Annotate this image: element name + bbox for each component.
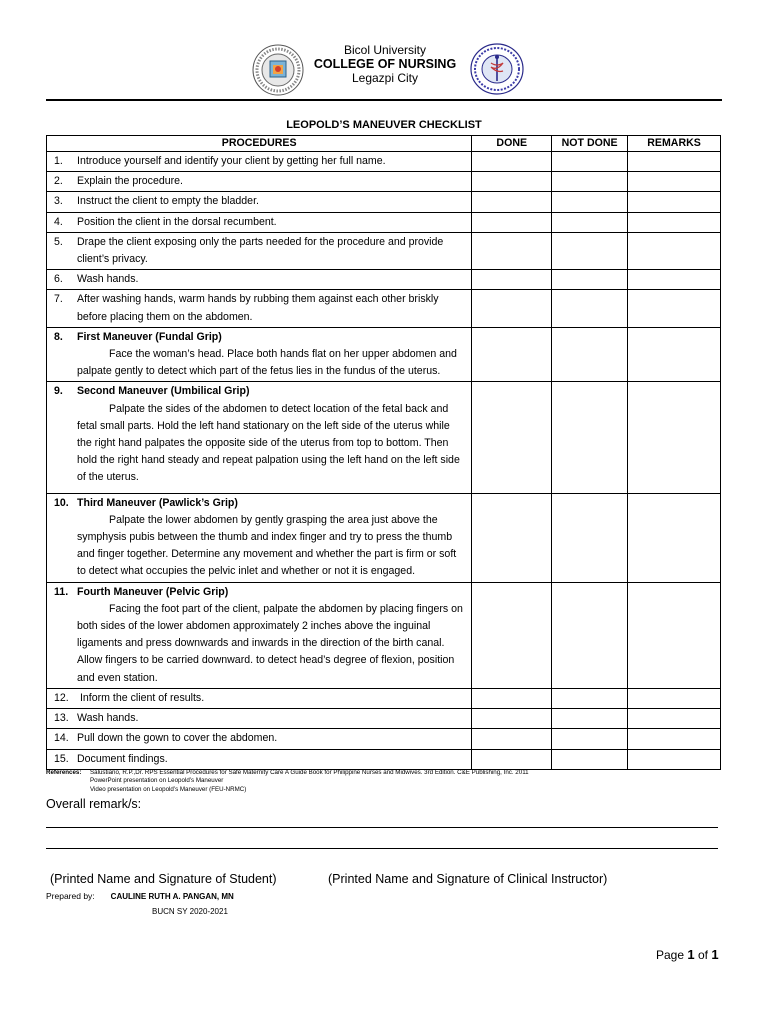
page-total: 1 [711,947,719,962]
header-not-done: NOT DONE [552,136,628,152]
procedure-text: Palpate the sides of the abdomen to detect location of the fetal back and fetal small parts. Hold the left hand stationary on the left side of the uterus while the right hand palpates the opposite side of the uterus from top to bottom. Then hold the right hand steady and repeat palpation using the left hand on the left side of the uterus. [77,402,460,484]
procedure-text: Document findings. [77,752,168,765]
procedure-text: Introduce yourself and identify your client by getting her full name. [77,155,386,167]
procedure-cell [47,327,472,382]
done-cell[interactable] [472,152,552,172]
row-number: 15. [54,752,69,765]
done-cell[interactable] [472,709,552,729]
checklist-table [46,135,721,770]
not-done-cell[interactable] [552,192,628,212]
procedure-cell [47,290,472,327]
table-row [47,493,721,582]
remarks-cell[interactable] [628,172,721,192]
done-cell[interactable] [472,493,552,582]
not-done-cell[interactable] [552,582,628,688]
row-number: 9. [54,385,63,398]
page-current: 1 [687,947,695,962]
remarks-cell[interactable] [628,582,721,688]
procedure-text: Wash hands. [77,712,139,725]
table-row [47,152,721,172]
not-done-cell[interactable] [552,327,628,382]
remarks-cell[interactable] [628,192,721,212]
not-done-cell[interactable] [552,493,628,582]
procedure-cell [47,688,472,708]
procedure-text: Facing the foot part of the client, palpate the abdomen by placing fingers on both sides of the lower abdomen approximately 2 inches above the inguinal ligaments and press downwards and inwards in the direction of the birth canal. Allow fingers to be carried downward. to detect head’s degree of flexion, position and even station. [77,602,463,684]
maneuver-title: Fourth Maneuver (Pelvic Grip) [77,585,229,598]
done-cell[interactable] [472,290,552,327]
table-row [47,192,721,212]
table-row [47,709,721,729]
reference-item: Video presentation on Leopold’s Maneuver (FEU-NRMC) [90,786,247,793]
references [46,767,726,795]
table-row [47,582,721,688]
procedure-cell [47,192,472,212]
procedure-cell [47,729,472,749]
done-cell[interactable] [472,212,552,232]
bicol-university-seal-icon [252,44,304,96]
table-row [47,382,721,493]
table-row [47,688,721,708]
student-signature-label: (Printed Name and Signature of Student) [50,872,277,886]
overall-remarks-label: Overall remark/s: [46,797,142,811]
remarks-cell[interactable] [628,382,721,493]
table-row [47,212,721,232]
row-number: 11. [54,585,69,598]
remarks-cell[interactable] [628,709,721,729]
university-name: Bicol University [343,43,427,57]
done-cell[interactable] [472,172,552,192]
maneuver-title: Second Maneuver (Umbilical Grip) [77,385,250,398]
row-number: 2. [54,175,63,188]
remarks-line[interactable] [46,848,718,849]
procedure-text: Explain the procedure. [77,175,184,188]
page-prefix: Page [656,948,685,962]
header-done: DONE [472,136,552,152]
not-done-cell[interactable] [552,212,628,232]
row-number: 12. [54,691,69,704]
procedure-cell [47,493,472,582]
row-number: 7. [54,293,63,306]
not-done-cell[interactable] [552,729,628,749]
preparer-name: CAULINE RUTH A. PANGAN, MN [110,892,234,901]
procedure-text: Position the client in the dorsal recumbent. [77,215,277,228]
not-done-cell[interactable] [552,270,628,290]
remarks-cell[interactable] [628,232,721,269]
row-number: 6. [54,273,63,286]
procedure-cell [47,172,472,192]
remarks-cell[interactable] [628,729,721,749]
remarks-cell[interactable] [628,212,721,232]
document-title: LEOPOLD’S MANEUVER CHECKLIST [286,119,482,131]
done-cell[interactable] [472,382,552,493]
remarks-cell[interactable] [628,152,721,172]
procedure-text: Inform the client of results. [77,691,205,704]
procedure-text: Drape the client exposing only the parts needed for the procedure and provide client’s privacy. [77,235,444,266]
procedure-text: Wash hands. [77,273,139,286]
procedure-text: After washing hands, warm hands by rubbing them against each other briskly before placing them on the abdomen. [77,293,439,323]
not-done-cell[interactable] [552,290,628,327]
remarks-cell[interactable] [628,290,721,327]
table-row [47,172,721,192]
page-number [656,947,719,962]
row-number: 8. [54,330,63,343]
maneuver-title: Third Maneuver (Pawlick’s Grip) [77,496,238,509]
table-row [47,327,721,382]
remarks-line[interactable] [46,827,718,828]
prepared-by [46,891,234,901]
table-row [47,270,721,290]
procedure-cell [47,382,472,493]
procedure-cell [47,582,472,688]
header-remarks: REMARKS [628,136,721,152]
procedure-text: Palpate the lower abdomen by gently grasping the area just above the symphysis pubis between the thumb and index finger and try to press the thumb and finger together. Determine any movement and whether the part is firm or soft to detect what occupies the pelvic inlet and whether or not it is engaged. [77,513,457,578]
done-cell[interactable] [472,582,552,688]
city-name: Legazpi City [351,71,419,85]
procedure-cell [47,232,472,269]
remarks-cell[interactable] [628,493,721,582]
row-number: 3. [54,195,63,208]
not-done-cell[interactable] [552,688,628,708]
row-number: 14. [54,732,69,745]
row-number: 1. [54,155,63,167]
table-row [47,729,721,749]
maneuver-title: First Maneuver (Fundal Grip) [77,330,222,343]
not-done-cell[interactable] [552,709,628,729]
prepared-by-label: Prepared by: [46,891,95,901]
procedure-cell [47,152,472,172]
done-cell[interactable] [472,688,552,708]
procedure-cell [47,270,472,290]
references-label: References: [46,769,82,776]
row-number: 4. [54,215,63,228]
procedure-text: Instruct the client to empty the bladder. [77,195,259,208]
instructor-signature-label: (Printed Name and Signature of Clinical Instructor) [328,872,608,886]
page-of: of [697,948,708,962]
row-number: 13. [54,712,69,725]
not-done-cell[interactable] [552,172,628,192]
remarks-cell[interactable] [628,688,721,708]
header-text [300,43,470,85]
remarks-cell[interactable] [628,327,721,382]
procedure-text: Face the woman’s head. Place both hands flat on her upper abdomen and palpate gently to detect which part of the fetus lies in the fundus of the uterus. [77,348,457,378]
not-done-cell[interactable] [552,382,628,493]
header-procedures: PROCEDURES [47,136,472,152]
not-done-cell[interactable] [552,152,628,172]
procedure-cell [47,212,472,232]
remarks-cell[interactable] [628,270,721,290]
done-cell[interactable] [472,327,552,382]
done-cell[interactable] [472,270,552,290]
procedure-text: Pull down the gown to cover the abdomen. [77,732,278,745]
done-cell[interactable] [472,232,552,269]
table-row [47,232,721,269]
row-number: 10. [54,496,69,509]
document-header [0,40,768,100]
table-row [47,290,721,327]
reference-item: Salustiano, R.P.,Dr. RPS Essential Procedures for Safe Maternity Care A Guide Book for Philippine Nurses and Midwives. 3rd Edition. C&E Publishing, Inc. 2011 [90,769,529,776]
done-cell[interactable] [472,729,552,749]
school-year: BUCN SY 2020-2021 [152,907,228,916]
row-number: 5. [54,235,63,248]
reference-item: PowerPoint presentation on Leopold’s Maneuver [90,777,224,784]
table-header-row [47,136,721,152]
college-of-nursing-seal-icon [470,43,524,95]
header-divider [46,99,722,101]
done-cell[interactable] [472,192,552,212]
college-name: COLLEGE OF NURSING [313,57,457,71]
not-done-cell[interactable] [552,232,628,269]
procedure-cell [47,709,472,729]
